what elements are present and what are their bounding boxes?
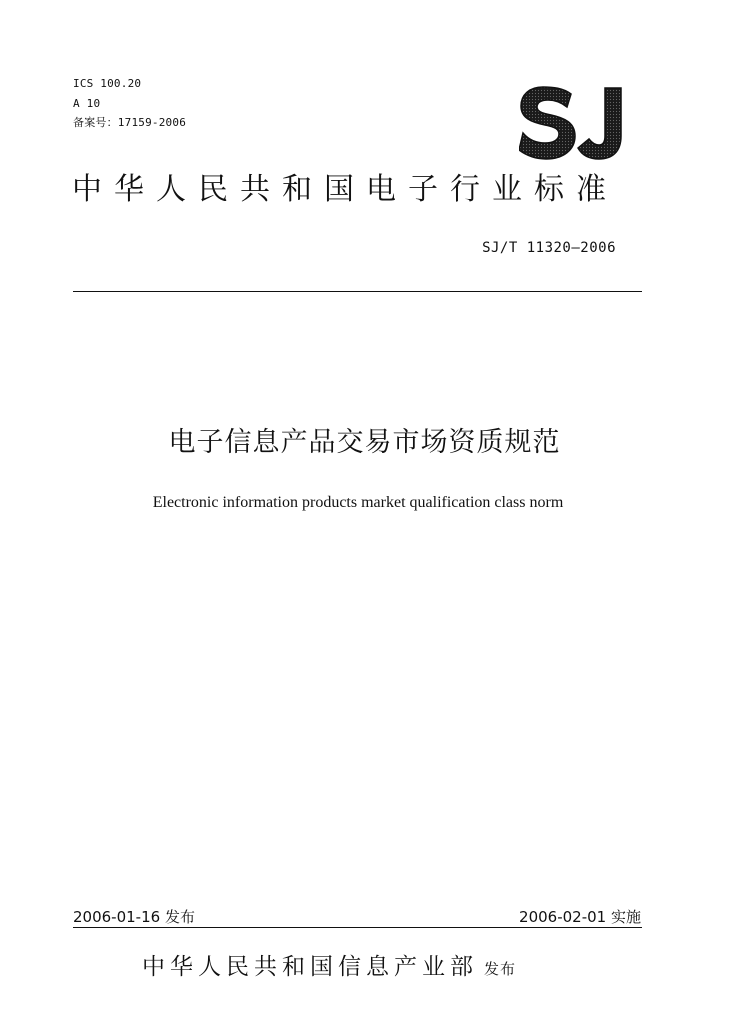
sj-logo-icon: [519, 86, 637, 160]
document-title-chinese: 电子信息产品交易市场资质规范: [168, 427, 561, 458]
implementation-date: 2006-02-01 实施: [519, 908, 641, 926]
publisher-suffix: 发布: [484, 960, 517, 978]
ics-code: ICS 100.20: [73, 77, 142, 90]
standard-category-title: 中华人民共和国电子行业标准: [72, 172, 618, 207]
footer-divider: [73, 927, 642, 928]
issue-date: 2006-01-16 发布: [73, 908, 195, 926]
document-title-english: Electronic information products market qualification class norm: [152, 494, 564, 511]
header-divider: [73, 291, 642, 292]
publisher-line: [142, 951, 516, 985]
record-number: 备案号：17159-2006: [73, 116, 187, 129]
classification-code: A 10: [73, 97, 101, 110]
standard-number: SJ/T 11320—2006: [482, 240, 616, 256]
publisher-name: 中华人民共和国信息产业部: [142, 954, 478, 980]
